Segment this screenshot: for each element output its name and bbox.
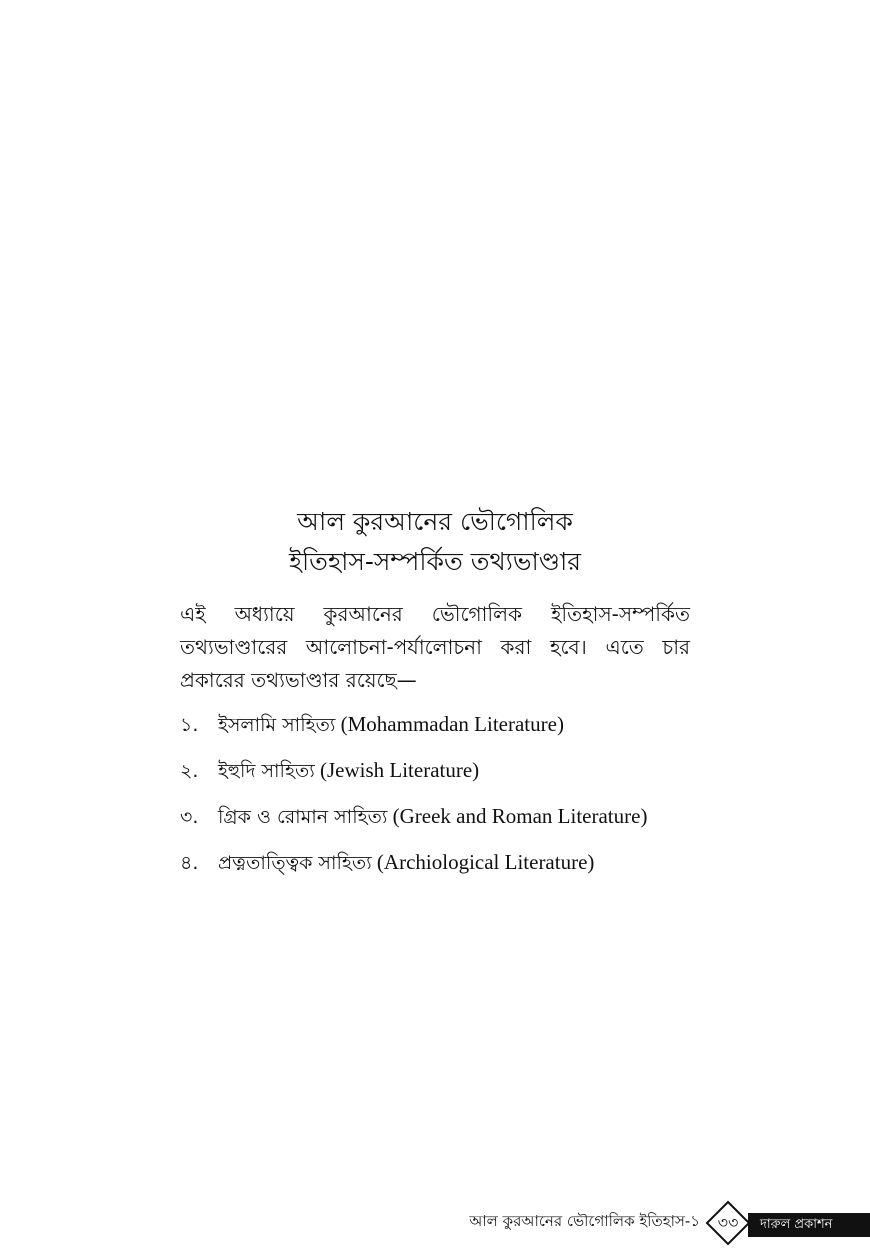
intro-line-2: তথ্যভাণ্ডারের আলোচনা-পর্যালোচনা করা হবে। এতে চার <box>180 635 690 659</box>
list-item <box>180 753 720 799</box>
chapter-title <box>0 502 870 582</box>
list-item <box>180 799 720 845</box>
page-number: ৩৩ <box>717 1213 739 1232</box>
chapter-title-line-1: আল কুরআনের ভৌগোলিক <box>297 507 573 536</box>
list-item-english: (Greek and Roman Literature) <box>387 804 648 828</box>
list-item-number: ১. <box>180 714 199 736</box>
footer-book-title: আল কুরআনের ভৌগোলিক ইতিহাস-১ <box>469 1212 700 1230</box>
intro-paragraph <box>180 598 690 697</box>
list-item-english: (Mohammadan Literature) <box>335 712 564 736</box>
chapter-title-line-2: ইতিহাস-সম্পর্কিত তথ্যভাণ্ডার <box>289 547 581 576</box>
source-list <box>180 707 720 891</box>
list-item-bangla: প্রত্নতাত্ত্বিক সাহিত্য <box>218 852 372 874</box>
list-item-bangla: গ্রিক ও রোমান সাহিত্য <box>218 806 388 828</box>
intro-line-3: প্রকারের তথ্যভাণ্ডার রয়েছে— <box>180 668 417 692</box>
list-item-number: ২. <box>180 760 199 782</box>
list-item-english: (Archiological Literature) <box>371 850 595 874</box>
list-item <box>180 707 720 753</box>
list-item-bangla: ইসলামি সাহিত্য <box>218 714 336 736</box>
list-item-number: ৩. <box>180 806 199 828</box>
page-footer <box>0 1196 870 1256</box>
publisher-logo: দারুল প্রকাশন <box>748 1213 870 1237</box>
list-item-english: (Jewish Literature) <box>314 758 480 782</box>
list-item-number: ৪. <box>180 852 199 874</box>
intro-line-1: এই অধ্যায়ে কুরআনের ভৌগোলিক ইতিহাস-সম্পর্কিত <box>180 602 690 626</box>
list-item <box>180 845 720 891</box>
list-item-bangla: ইহুদি সাহিত্য <box>218 760 315 782</box>
